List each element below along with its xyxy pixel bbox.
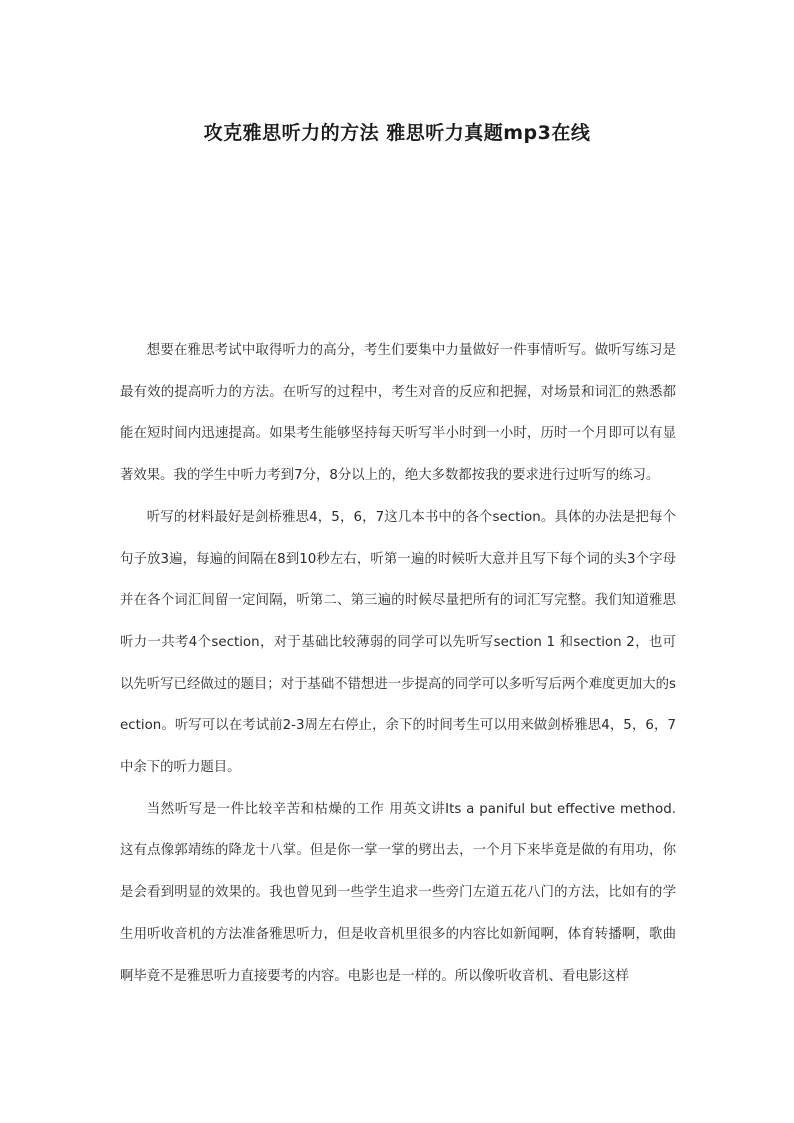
document-title: 攻克雅思听力的方法 雅思听力真题mp3在线 bbox=[203, 122, 591, 144]
document-body bbox=[120, 330, 676, 997]
paragraph-2: 听写的材料最好是剑桥雅思4，5，6，7这几本书中的各个section。具体的办法是把每个句子放3遍，每遍的间隔在8到10秒左右，听第一遍的时候听大意并且写下每个词的头3个字母并在各个词汇间留一定间隔，听第二、第三遍的时候尽量把所有的词汇写完整。我们知道雅思听力一共考4个section，对于基础比较薄弱的同学可以先听写section 1 和section 2，也可以先听写已经做过的题目；对于基础不错想进一步提高的同学可以多听写后两个难度更加大的section。听写可以在考试前2-3周左右停止，余下的时间考生可以用来做剑桥雅思4，5，6，7中余下的听力题目。 bbox=[120, 509, 676, 776]
paragraph-1: 想要在雅思考试中取得听力的高分，考生们要集中力量做好一件事情听写。做听写练习是最有效的提高听力的方法。在听写的过程中，考生对音的反应和把握，对场景和词汇的熟悉都能在短时间内迅速提高。如果考生能够坚持每天听写半小时到一小时，历时一个月即可以有显著效果。我的学生中听力考到7分，8分以上的，绝大多数都按我的要求进行过听写的练习。 bbox=[120, 343, 676, 484]
paragraph-3: 当然听写是一件比较辛苦和枯燥的工作 用英文讲Its a paniful but effective method. 这有点像郭靖练的降龙十八掌。但是你一掌一掌的劈出去，一个月下来毕竟是做的有用功，你是会看到明显的效果的。我也曾见到一些学生追求一些旁门左道五花八门的方法，比如有的学生用听收音机的方法准备雅思听力，但是收音机里很多的内容比如新闻啊，体育转播啊，歌曲啊毕竟不是雅思听力直接要考的内容。电影也是一样的。所以像听收音机、看电影这样 bbox=[120, 801, 676, 984]
